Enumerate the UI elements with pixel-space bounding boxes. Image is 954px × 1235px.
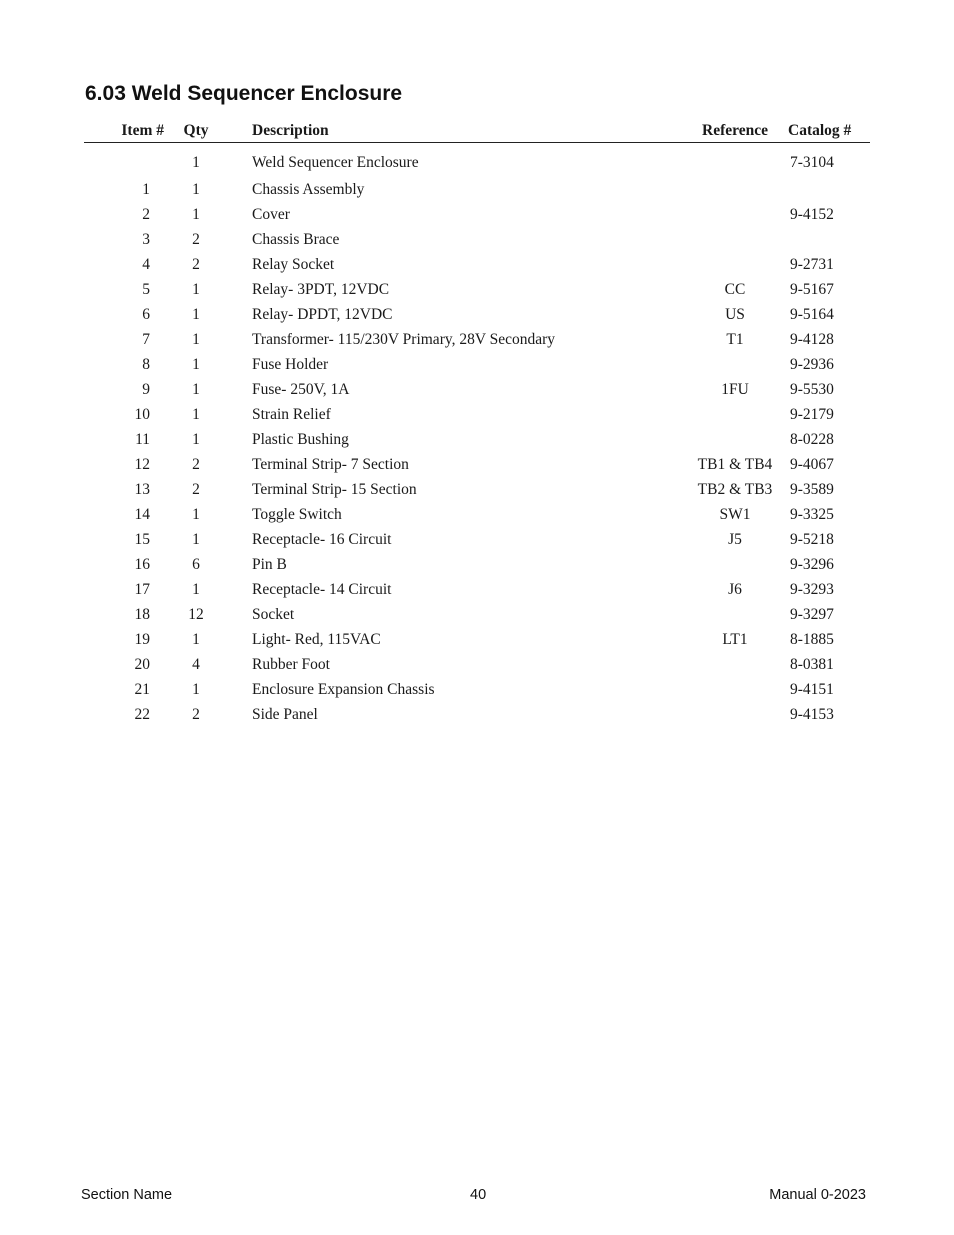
cell-reference: US xyxy=(725,305,745,323)
table-row xyxy=(84,427,870,452)
cell-description: Relay- 3PDT, 12VDC xyxy=(252,280,390,298)
cell-catalog-number: 9-4153 xyxy=(790,705,834,723)
cell-catalog-number: 9-2731 xyxy=(790,255,834,273)
cell-reference xyxy=(602,177,780,202)
cell-reference: TB2 & TB3 xyxy=(697,480,773,498)
cell-item-number: 20 xyxy=(134,655,150,673)
table-row xyxy=(84,627,870,652)
cell-quantity: 1 xyxy=(192,330,200,348)
table-row xyxy=(84,652,870,677)
cell-reference xyxy=(602,143,780,178)
table-row xyxy=(84,402,870,427)
table-row xyxy=(84,252,870,277)
cell-quantity: 1 xyxy=(192,505,200,523)
cell-quantity: 1 xyxy=(192,154,200,171)
cell-description: Terminal Strip- 15 Section xyxy=(252,480,417,498)
table-row xyxy=(84,452,870,477)
cell-quantity: 2 xyxy=(192,480,200,498)
cell-reference xyxy=(602,352,780,377)
cell-catalog-number xyxy=(780,227,870,252)
cell-description: Relay- DPDT, 12VDC xyxy=(252,305,393,323)
cell-catalog-number: 9-3293 xyxy=(790,580,834,598)
cell-description: Light- Red, 115VAC xyxy=(252,630,381,648)
table-body xyxy=(84,143,870,728)
cell-catalog-number: 8-0228 xyxy=(790,430,834,448)
table-row xyxy=(84,327,870,352)
cell-quantity: 1 xyxy=(192,680,200,698)
table-row xyxy=(84,302,870,327)
cell-reference: CC xyxy=(724,280,746,298)
table-row xyxy=(84,377,870,402)
cell-item-number: 19 xyxy=(134,630,150,648)
cell-quantity: 4 xyxy=(192,655,200,673)
table-row xyxy=(84,202,870,227)
cell-reference: 1FU xyxy=(721,380,749,398)
cell-description: Toggle Switch xyxy=(252,505,342,523)
cell-catalog-number: 9-3296 xyxy=(790,555,834,573)
cell-description: Terminal Strip- 7 Section xyxy=(252,455,409,473)
table-row xyxy=(84,527,870,552)
cell-quantity: 1 xyxy=(192,280,200,298)
cell-reference: J5 xyxy=(728,530,742,548)
cell-reference: SW1 xyxy=(719,505,751,523)
cell-description: Transformer- 115/230V Primary, 28V Secondary xyxy=(252,330,556,348)
cell-quantity: 1 xyxy=(192,630,200,648)
cell-description: Chassis Brace xyxy=(252,230,340,248)
cell-reference: T1 xyxy=(726,330,744,348)
page-title: 6.03 Weld Sequencer Enclosure xyxy=(85,82,403,105)
cell-reference xyxy=(602,677,780,702)
cell-item-number: 9 xyxy=(142,380,150,398)
table-header-row xyxy=(84,120,870,143)
cell-item-number: 5 xyxy=(142,280,150,298)
cell-catalog-number: 9-4151 xyxy=(790,680,834,698)
cell-description: Socket xyxy=(252,605,295,623)
cell-description: Relay Socket xyxy=(252,255,335,273)
cell-reference xyxy=(602,602,780,627)
cell-description: Receptacle- 14 Circuit xyxy=(252,580,392,598)
cell-reference xyxy=(602,202,780,227)
cell-item-number: 4 xyxy=(142,255,150,273)
cell-reference xyxy=(602,702,780,727)
cell-item-number: 10 xyxy=(134,405,150,423)
cell-item-number: 13 xyxy=(134,480,150,498)
footer-page-number: 40 xyxy=(470,1187,487,1203)
cell-catalog-number: 9-3297 xyxy=(790,605,834,623)
cell-catalog-number: 9-5218 xyxy=(790,530,834,548)
cell-reference xyxy=(602,227,780,252)
cell-item-number: 1 xyxy=(142,180,150,198)
cell-description: Cover xyxy=(252,205,290,223)
cell-quantity: 1 xyxy=(192,530,200,548)
cell-reference: J6 xyxy=(728,580,742,598)
cell-item-number: 22 xyxy=(134,705,150,723)
cell-catalog-number: 8-0381 xyxy=(790,655,834,673)
cell-quantity: 1 xyxy=(192,205,200,223)
cell-description: Pin B xyxy=(252,555,287,573)
cell-reference xyxy=(602,552,780,577)
cell-item-number: 11 xyxy=(135,430,150,448)
cell-item-number: 21 xyxy=(134,680,150,698)
cell-quantity: 2 xyxy=(192,705,200,723)
cell-catalog-number: 9-4128 xyxy=(790,330,834,348)
table-row xyxy=(84,227,870,252)
cell-description: Plastic Bushing xyxy=(252,430,349,448)
cell-reference: TB1 & TB4 xyxy=(697,455,773,473)
table-row xyxy=(84,602,870,627)
cell-catalog-number: 9-2936 xyxy=(790,355,834,373)
cell-item-number: 18 xyxy=(134,605,150,623)
header-quantity: Qty xyxy=(170,120,222,143)
cell-reference: LT1 xyxy=(722,630,748,648)
cell-quantity: 6 xyxy=(192,555,200,573)
cell-description: Rubber Foot xyxy=(252,655,330,673)
cell-item-number: 6 xyxy=(142,305,150,323)
cell-catalog-number: 9-4152 xyxy=(790,205,834,223)
table-row xyxy=(84,177,870,202)
cell-quantity: 1 xyxy=(192,580,200,598)
table-row xyxy=(84,352,870,377)
header-reference: Reference xyxy=(602,120,780,143)
cell-reference xyxy=(602,402,780,427)
cell-description: Enclosure Expansion Chassis xyxy=(252,680,435,698)
cell-description: Weld Sequencer Enclosure xyxy=(252,154,419,171)
cell-quantity: 1 xyxy=(192,380,200,398)
cell-catalog-number: 7-3104 xyxy=(790,154,834,171)
cell-quantity: 2 xyxy=(192,255,200,273)
header-catalog-number: Catalog # xyxy=(780,120,870,143)
cell-catalog-number: 8-1885 xyxy=(790,630,834,648)
cell-catalog-number: 9-4067 xyxy=(790,455,834,473)
cell-description: Side Panel xyxy=(252,705,318,723)
cell-item-number: 8 xyxy=(142,355,150,373)
cell-item-number: 3 xyxy=(142,230,150,248)
cell-quantity: 1 xyxy=(192,355,200,373)
cell-quantity: 1 xyxy=(192,405,200,423)
cell-item-number: 15 xyxy=(134,530,150,548)
cell-reference xyxy=(602,652,780,677)
cell-quantity: 2 xyxy=(192,455,200,473)
table-row xyxy=(84,577,870,602)
cell-catalog-number: 9-2179 xyxy=(790,405,834,423)
cell-item-number xyxy=(84,143,170,178)
cell-catalog-number xyxy=(780,177,870,202)
cell-description: Receptacle- 16 Circuit xyxy=(252,530,392,548)
cell-quantity: 1 xyxy=(192,305,200,323)
table-row xyxy=(84,143,870,178)
header-description: Description xyxy=(222,120,602,143)
cell-catalog-number: 9-5530 xyxy=(790,380,834,398)
parts-list-table xyxy=(84,120,870,727)
cell-item-number: 14 xyxy=(134,505,150,523)
cell-quantity: 2 xyxy=(192,230,200,248)
table-row xyxy=(84,677,870,702)
table-row xyxy=(84,277,870,302)
table-row xyxy=(84,477,870,502)
cell-catalog-number: 9-3325 xyxy=(790,505,834,523)
table-row xyxy=(84,702,870,727)
cell-item-number: 16 xyxy=(134,555,150,573)
cell-description: Strain Relief xyxy=(252,405,331,423)
cell-item-number: 17 xyxy=(134,580,150,598)
cell-description: Fuse- 250V, 1A xyxy=(252,380,350,398)
cell-quantity: 1 xyxy=(192,430,200,448)
cell-item-number: 12 xyxy=(134,455,150,473)
cell-quantity: 1 xyxy=(192,180,200,198)
cell-description: Chassis Assembly xyxy=(252,180,365,198)
footer-section-name: Section Name xyxy=(81,1187,173,1203)
cell-item-number: 2 xyxy=(142,205,150,223)
cell-catalog-number: 9-3589 xyxy=(790,480,834,498)
cell-item-number: 7 xyxy=(142,330,150,348)
table-row xyxy=(84,502,870,527)
cell-reference xyxy=(602,252,780,277)
cell-description: Fuse Holder xyxy=(252,355,329,373)
footer-manual-number: Manual 0-2023 xyxy=(769,1187,866,1203)
cell-reference xyxy=(602,427,780,452)
cell-catalog-number: 9-5164 xyxy=(790,305,834,323)
cell-catalog-number: 9-5167 xyxy=(790,280,834,298)
table-row xyxy=(84,552,870,577)
cell-quantity: 12 xyxy=(188,605,204,623)
header-item-number: Item # xyxy=(84,120,170,143)
